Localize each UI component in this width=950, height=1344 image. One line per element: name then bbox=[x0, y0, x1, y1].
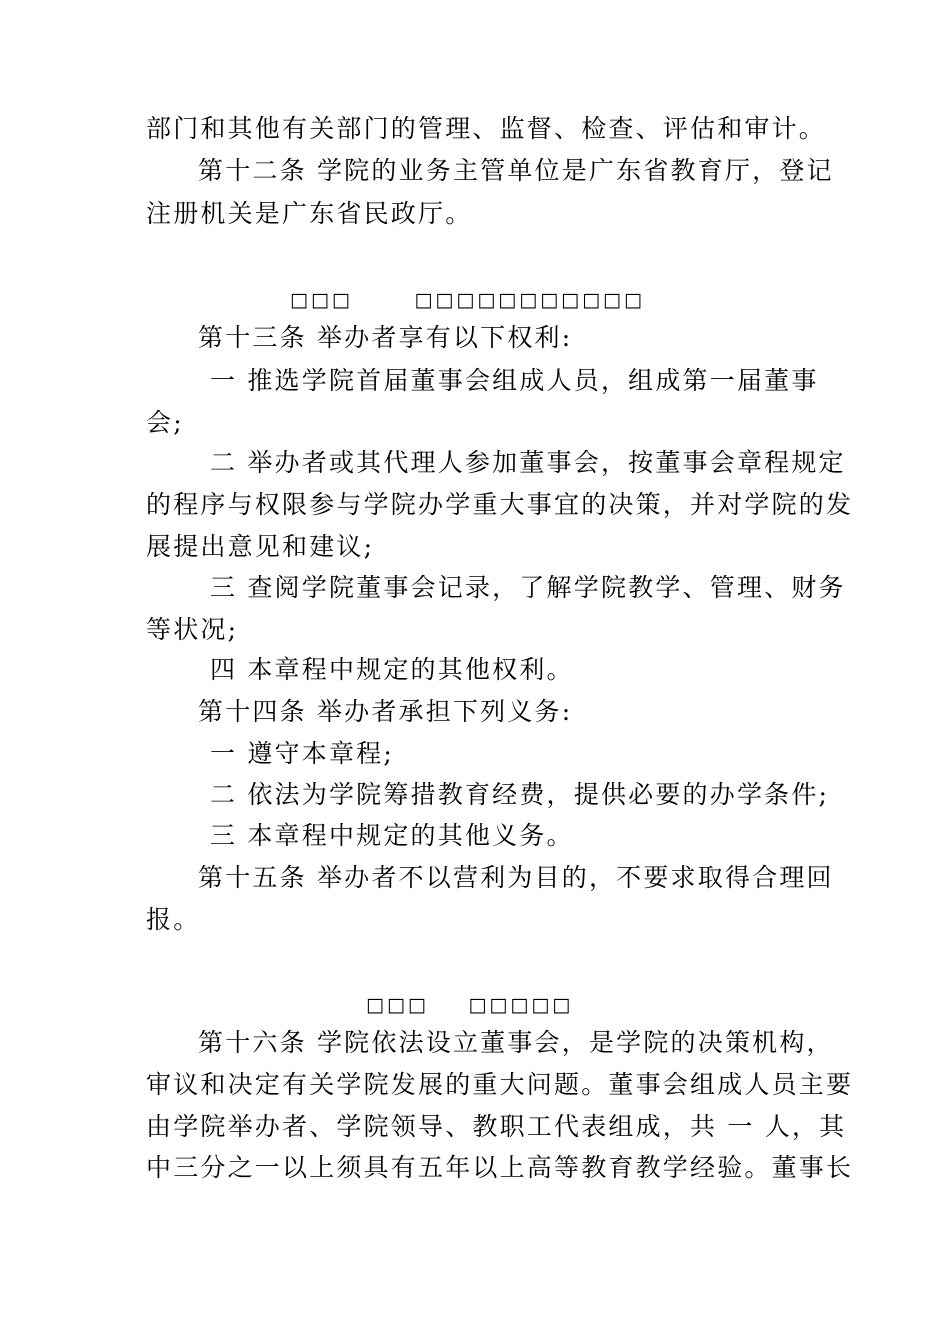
text-line: 中三分之一以上须具有五年以上高等教育教学经验。董事长 bbox=[146, 1153, 854, 1182]
article-15-line: 第十五条 举办者不以营利为目的，不要求取得合理回 bbox=[198, 863, 834, 892]
text-line: 注册机关是广东省民政厅。 bbox=[146, 199, 473, 228]
list-item: 三 本章程中规定的其他义务。 bbox=[210, 821, 574, 850]
text-line: 会; bbox=[146, 408, 184, 437]
chapter-title: □□□□□ bbox=[468, 994, 574, 1016]
text-line: 报。 bbox=[146, 905, 201, 934]
list-item: 一 遵守本章程; bbox=[210, 739, 394, 768]
chapter-heading bbox=[366, 993, 573, 1017]
article-12-line: 第十二条 学院的业务主管单位是广东省教育厅，登记 bbox=[198, 156, 834, 185]
text-line: 审议和决定有关学院发展的重大问题。董事会组成人员主要 bbox=[146, 1070, 854, 1099]
chapter-number: □□□ bbox=[366, 994, 429, 1016]
list-item: 一 推选学院首届董事会组成人员，组成第一届董事 bbox=[210, 366, 819, 395]
text-line: 部门和其他有关部门的管理、监督、检查、评估和审计。 bbox=[146, 114, 827, 143]
list-item: 二 依法为学院筹措教育经费，提供必要的办学条件; bbox=[210, 780, 830, 809]
chapter-heading bbox=[290, 288, 645, 312]
chapter-number: □□□ bbox=[290, 289, 353, 311]
article-13-line: 第十三条 举办者享有以下权利: bbox=[198, 323, 573, 352]
chapter-title: □□□□□□□□□□□ bbox=[414, 289, 645, 311]
text-line: 由学院举办者、学院领导、教职工代表组成，共 一 人，其 bbox=[146, 1112, 847, 1141]
list-item: 三 查阅学院董事会记录，了解学院教学、管理、财务 bbox=[210, 573, 846, 602]
text-line: 展提出意见和建议; bbox=[146, 532, 375, 561]
list-item: 四 本章程中规定的其他权利。 bbox=[210, 655, 574, 684]
list-item: 二 举办者或其代理人参加董事会，按董事会章程规定 bbox=[210, 448, 846, 477]
article-14-line: 第十四条 举办者承担下列义务: bbox=[198, 697, 573, 726]
text-line: 等状况; bbox=[146, 615, 239, 644]
text-line: 的程序与权限参与学院办学重大事宜的决策，并对学院的发 bbox=[146, 490, 854, 519]
article-16-line: 第十六条 学院依法设立董事会，是学院的决策机构， bbox=[198, 1028, 834, 1057]
